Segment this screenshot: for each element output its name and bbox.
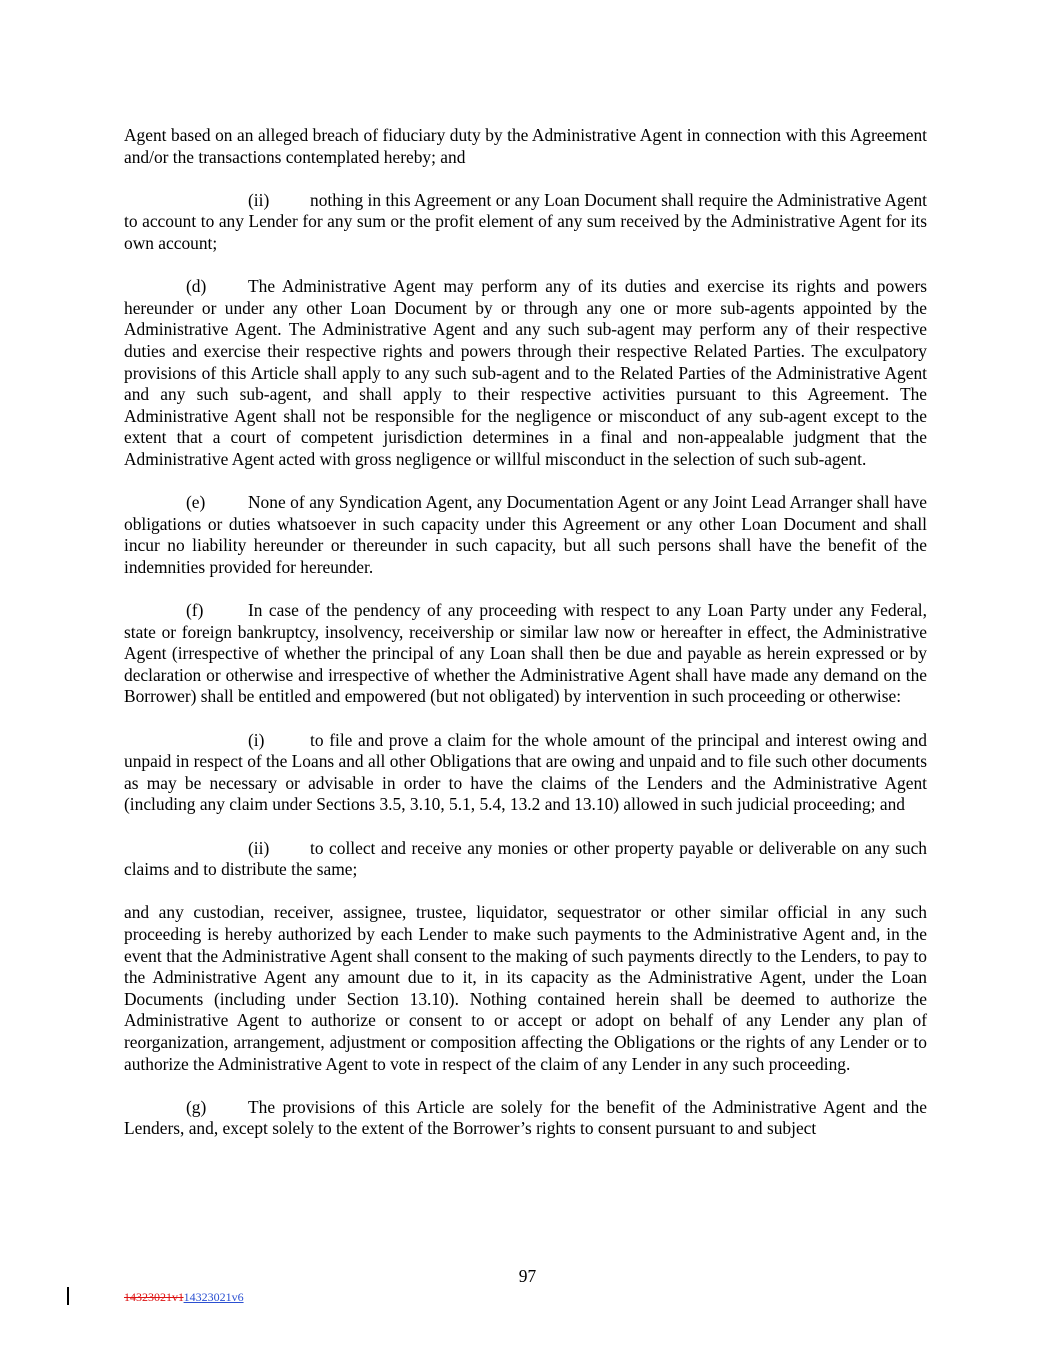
paragraph-f: [124, 600, 927, 708]
paragraph-g: [124, 1097, 927, 1140]
paragraph-intro: [124, 125, 927, 168]
paragraph-text: to collect and receive any monies or other property payable or deliverable on any such claims and to distribute the same;: [124, 837, 927, 880]
clause-number: (d): [186, 276, 207, 297]
paragraph-text: In case of the pendency of any proceeding with respect to any Loan Party under any Federal, state or foreign bankruptcy, insolvency, receivership or similar law now or hereafter in effect, the Administrative Agent (irrespective of whether the principal of any Loan shall then be due and payable as herein expressed or by declaration or otherwise and irrespective of whether the Administrative Agent shall have made any demand on the Borrower) shall be entitled and empowered (but not obligated) by intervention in such proceeding or otherwise:: [124, 600, 927, 707]
paragraph-f-ii: [124, 838, 927, 881]
clause-number: (f): [186, 600, 204, 621]
paragraph-text: The Administrative Agent may perform any of its duties and exercise its rights and powers hereunder or under any other Loan Document by or through any one or more sub-agents appointed by the Administrative Agent. The Administrative Agent and any such sub-agent may perform any of their respective duties and exercise their respective rights and powers through their respective Related Parties. The exculpatory provisions of this Article shall apply to any such sub-agent and to the Related Parties of the Administrative Agent and any such sub-agent, and shall apply to their respective activities pursuant to this Agreement. The Administrative Agent shall not be responsible for the negligence or misconduct of any sub-agent except to the extent that a court of competent jurisdiction determines in a final and non-appealable judgment that the Administrative Agent acted with gross negligence or willful misconduct in the selection of such sub-agent.: [124, 276, 927, 469]
clause-number: (ii): [248, 837, 270, 858]
paragraph-d: [124, 276, 927, 470]
paragraph-c-ii: [124, 190, 927, 255]
clause-number: (ii): [248, 189, 270, 210]
paragraph-e: [124, 492, 927, 578]
paragraph-text: and any custodian, receiver, assignee, trustee, liquidator, sequestrator or other similar official in any such proceeding is hereby authorized by each Lender to make such payments to the Administrative Agent and, in the event that the Administrative Agent shall consent to the making of such payments directly to the Lenders, to pay to the Administrative Agent any amount due to it, in its capacity as the Administrative Agent, under the Loan Documents (including under Section 13.10). Nothing contained herein shall be deemed to authorize the Administrative Agent to authorize or consent to or accept or adopt on behalf of any Lender any plan of reorganization, arrangement, adjustment or composition affecting the Obligations or the rights of any Lender or to authorize the Administrative Agent to vote in respect of the claim of any Lender in any such proceeding.: [124, 902, 927, 1074]
clause-number: (i): [248, 729, 265, 750]
change-bar: [67, 1287, 69, 1305]
paragraph-and: [124, 902, 927, 1075]
document-id-deleted: 14323021v1: [124, 1290, 184, 1304]
paragraph-text: Agent based on an alleged breach of fiduciary duty by the Administrative Agent in connection with this Agreement and/or the transactions contemplated hereby; and: [124, 125, 927, 167]
page-number: 97: [518, 1266, 537, 1286]
paragraph-f-i: [124, 730, 927, 816]
clause-number: (e): [186, 492, 206, 513]
paragraph-text: nothing in this Agreement or any Loan Document shall require the Administrative Agent to account to any Lender for any sum or the profit element of any sum received by the Administrative Agent for its own account;: [124, 189, 927, 253]
paragraph-text: The provisions of this Article are solely for the benefit of the Administrative Agent and the Lenders, and, except solely to the extent of the Borrower’s rights to consent pursuant to and subject: [124, 1096, 927, 1139]
document-id: [124, 1290, 244, 1304]
document-id-inserted: 14323021v6: [183, 1290, 244, 1304]
paragraph-text: to file and prove a claim for the whole amount of the principal and interest owing and unpaid in respect of the Loans and all other Obligations that are owing and unpaid and to file such other documents as may be necessary or advisable in order to have the claims of the Lenders and the Administrative Agent (including any claim under Sections 3.5, 3.10, 5.1, 5.4, 13.2 and 13.10) allowed in such judicial proceeding; and: [124, 729, 927, 815]
document-body: [124, 125, 927, 1162]
clause-number: (g): [186, 1096, 207, 1117]
paragraph-text: None of any Syndication Agent, any Documentation Agent or any Joint Lead Arranger shall have obligations or duties whatsoever in such capacity under this Agreement or any other Loan Document and shall incur no liability hereunder or thereunder in such capacity, but all such persons shall have the benefit of the indemnities provided for hereunder.: [124, 492, 927, 577]
